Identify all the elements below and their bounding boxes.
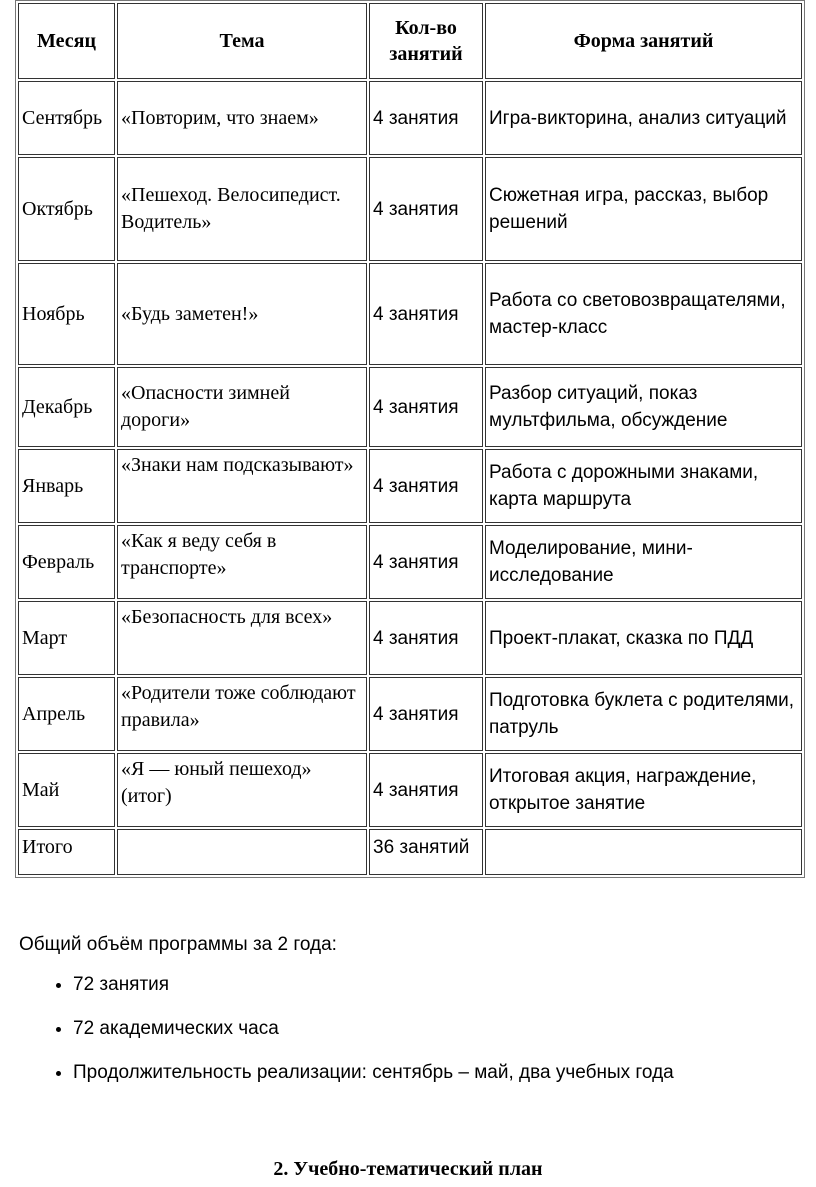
form-cell: Итоговая акция, награждение, открытое занятие: [485, 753, 802, 827]
table-row: [18, 525, 802, 599]
summary-item: • 72 академических часа: [73, 1016, 799, 1041]
count-cell: 4 занятия: [369, 367, 483, 447]
schedule-table: [15, 0, 805, 878]
month-cell: Февраль: [18, 525, 115, 599]
form-cell: Подготовка буклета с родителями, патруль: [485, 677, 802, 751]
topic-cell: «Как я веду себя в транспорте»: [117, 525, 367, 599]
header-count-line2: занятий: [389, 43, 463, 65]
form-cell: Моделирование, мини-исследование: [485, 525, 802, 599]
header-month: Месяц: [18, 3, 115, 79]
topic-cell: «Безопасность для всех»: [117, 601, 367, 675]
header-form: Форма занятий: [485, 3, 802, 79]
form-cell: Проект-плакат, сказка по ПДД: [485, 601, 802, 675]
form-cell: Работа с дорожными знаками, карта маршрута: [485, 449, 802, 523]
summary-item: • 72 занятия: [73, 972, 799, 997]
count-cell: 36 занятий: [369, 829, 483, 875]
topic-cell: «Я — юный пешеход» (итог): [117, 753, 367, 827]
form-cell: [485, 829, 802, 875]
table-row: [18, 367, 802, 447]
month-cell: Март: [18, 601, 115, 675]
table-row: [18, 753, 802, 827]
month-cell: Декабрь: [18, 367, 115, 447]
count-cell: 4 занятия: [369, 449, 483, 523]
header-topic: Тема: [117, 3, 367, 79]
month-cell: Октябрь: [18, 157, 115, 261]
table-header-row: [18, 3, 802, 79]
count-cell: 4 занятия: [369, 157, 483, 261]
section-title: 2. Учебно-тематический план: [273, 1158, 543, 1180]
count-cell: 4 занятия: [369, 753, 483, 827]
table-row: [18, 263, 802, 365]
count-cell: 4 занятия: [369, 81, 483, 155]
month-cell: Январь: [18, 449, 115, 523]
topic-cell: [117, 829, 367, 875]
form-cell: Разбор ситуаций, показ мультфильма, обсуждение: [485, 367, 802, 447]
topic-cell: «Будь заметен!»: [117, 263, 367, 365]
topic-cell: «Опасности зимней дороги»: [117, 367, 367, 447]
table-row: [18, 81, 802, 155]
program-summary: [19, 934, 799, 1104]
summary-intro: Общий объём программы за 2 года:: [19, 934, 337, 955]
table-row: [18, 449, 802, 523]
count-cell: 4 занятия: [369, 263, 483, 365]
count-cell: 4 занятия: [369, 601, 483, 675]
topic-cell: «Повторим, что знаем»: [117, 81, 367, 155]
summary-item: • Продолжительность реализации: сентябрь – май, два учебных года: [73, 1060, 799, 1085]
form-cell: Сюжетная игра, рассказ, выбор решений: [485, 157, 802, 261]
count-cell: 4 занятия: [369, 677, 483, 751]
count-cell: 4 занятия: [369, 525, 483, 599]
topic-cell: «Знаки нам подсказывают»: [117, 449, 367, 523]
month-cell: Апрель: [18, 677, 115, 751]
topic-cell: «Пешеход. Велосипедист. Водитель»: [117, 157, 367, 261]
month-cell: Итого: [18, 829, 115, 875]
month-cell: Ноябрь: [18, 263, 115, 365]
header-count: [369, 3, 483, 79]
form-cell: Работа со световозвращателями, мастер-класс: [485, 263, 802, 365]
month-cell: Сентябрь: [18, 81, 115, 155]
header-count-line1: Кол-во: [395, 17, 457, 39]
summary-list: [19, 972, 799, 1085]
table-row: [18, 157, 802, 261]
table-row: [18, 601, 802, 675]
form-cell: Игра-викторина, анализ ситуаций: [485, 81, 802, 155]
table-row: [18, 677, 802, 751]
topic-cell: «Родители тоже соблюдают правила»: [117, 677, 367, 751]
month-cell: Май: [18, 753, 115, 827]
table-row: [18, 829, 802, 875]
